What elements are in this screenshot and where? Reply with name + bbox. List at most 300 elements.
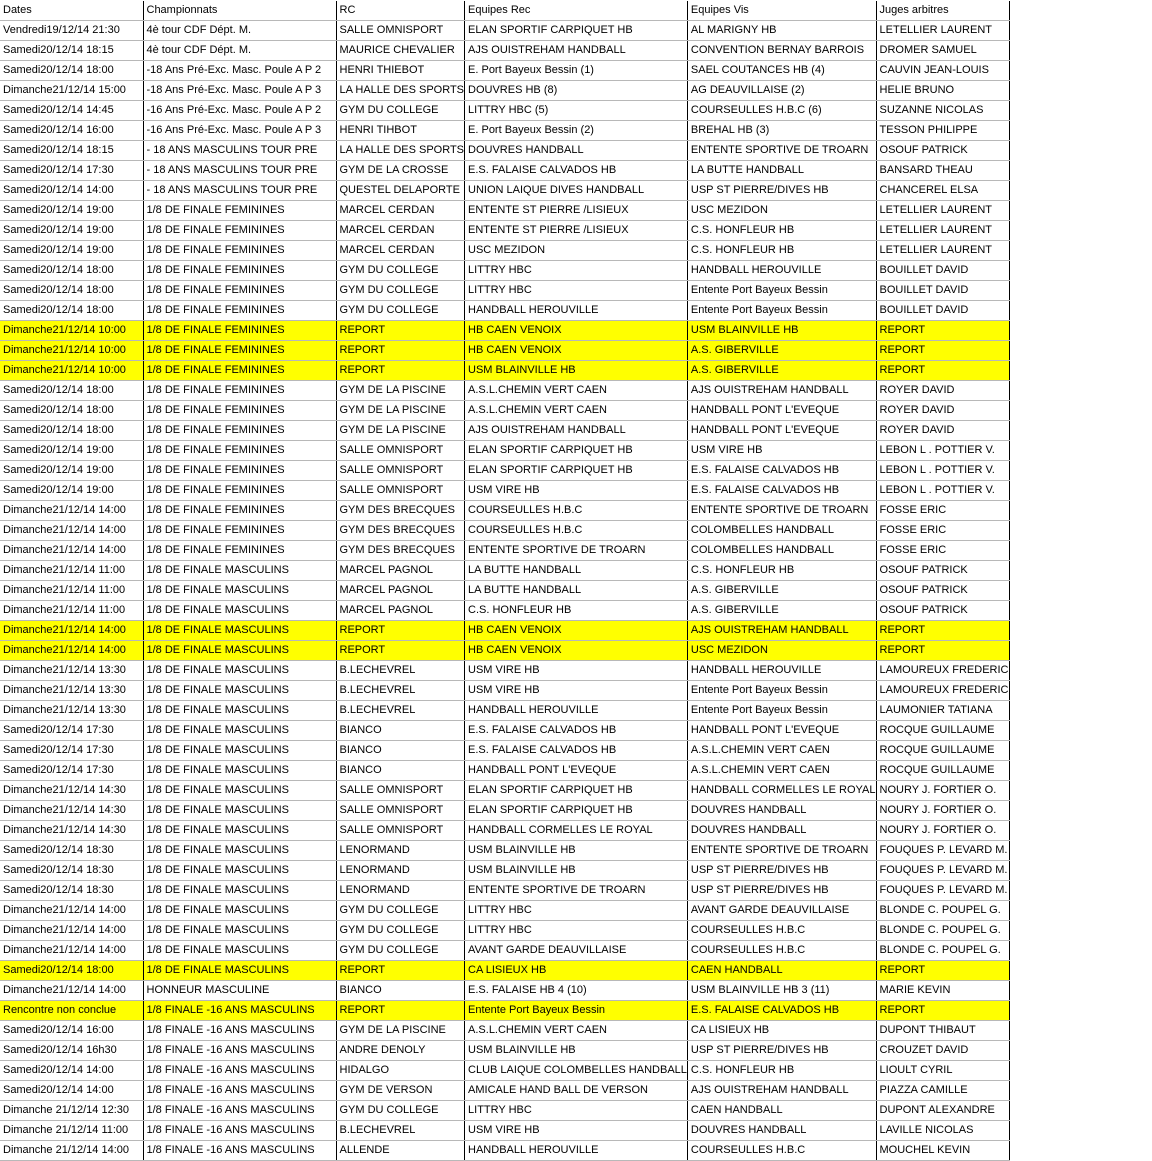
rc-cell[interactable]: MARCEL CERDAN <box>336 241 465 261</box>
rc-cell[interactable]: GYM DE LA PISCINE <box>336 421 465 441</box>
juge-arbitre-cell[interactable]: REPORT <box>876 641 1009 661</box>
rc-cell[interactable]: B.LECHEVREL <box>336 661 465 681</box>
juge-arbitre-cell[interactable]: DUPONT THIBAUT <box>876 1021 1009 1041</box>
equipe-rec-cell[interactable]: ELAN SPORTIF CARPIQUET HB <box>465 781 688 801</box>
equipe-vis-cell[interactable]: LA BUTTE HANDBALL <box>687 161 876 181</box>
equipe-vis-cell[interactable]: DOUVRES HANDBALL <box>687 801 876 821</box>
equipe-vis-cell[interactable]: Entente Port Bayeux Bessin <box>687 681 876 701</box>
rc-cell[interactable]: REPORT <box>336 961 465 981</box>
championnat-cell[interactable]: 1/8 DE FINALE FEMININES <box>143 461 336 481</box>
equipe-rec-cell[interactable]: LITTRY HBC <box>465 901 688 921</box>
date-cell[interactable]: Dimanche21/12/14 13:30 <box>0 681 143 701</box>
rc-cell[interactable]: GYM DE LA PISCINE <box>336 1021 465 1041</box>
championnat-cell[interactable]: 1/8 DE FINALE MASCULINS <box>143 961 336 981</box>
juge-arbitre-cell[interactable]: HELIE BRUNO <box>876 81 1009 101</box>
championnat-cell[interactable]: - 18 ANS MASCULINS TOUR PRE <box>143 161 336 181</box>
date-cell[interactable]: Samedi20/12/14 18:15 <box>0 141 143 161</box>
equipe-rec-cell[interactable]: ELAN SPORTIF CARPIQUET HB <box>465 441 688 461</box>
juge-arbitre-cell[interactable]: LEBON L . POTTIER V. <box>876 481 1009 501</box>
equipe-rec-cell[interactable]: HANDBALL HEROUVILLE <box>465 1141 688 1161</box>
date-cell[interactable]: Samedi20/12/14 19:00 <box>0 481 143 501</box>
juge-arbitre-cell[interactable]: LAUMONIER TATIANA <box>876 701 1009 721</box>
rc-cell[interactable]: GYM DE LA PISCINE <box>336 401 465 421</box>
rc-cell[interactable]: HENRI TIHBOT <box>336 121 465 141</box>
equipe-rec-cell[interactable]: ELAN SPORTIF CARPIQUET HB <box>465 21 688 41</box>
equipe-rec-cell[interactable]: LA BUTTE HANDBALL <box>465 561 688 581</box>
rc-cell[interactable]: BIANCO <box>336 721 465 741</box>
date-cell[interactable]: Samedi20/12/14 14:00 <box>0 1081 143 1101</box>
juge-arbitre-cell[interactable]: ROYER DAVID <box>876 401 1009 421</box>
rc-cell[interactable]: REPORT <box>336 341 465 361</box>
equipe-vis-cell[interactable]: A.S.L.CHEMIN VERT CAEN <box>687 761 876 781</box>
juge-arbitre-cell[interactable]: ROCQUE GUILLAUME <box>876 761 1009 781</box>
rc-cell[interactable]: HENRI THIEBOT <box>336 61 465 81</box>
equipe-vis-cell[interactable]: HANDBALL PONT L'EVEQUE <box>687 421 876 441</box>
championnat-cell[interactable]: 1/8 DE FINALE MASCULINS <box>143 601 336 621</box>
date-cell[interactable]: Dimanche 21/12/14 11:00 <box>0 1121 143 1141</box>
rc-cell[interactable]: B.LECHEVREL <box>336 701 465 721</box>
equipe-rec-cell[interactable]: ENTENTE SPORTIVE DE TROARN <box>465 541 688 561</box>
juge-arbitre-cell[interactable]: ROYER DAVID <box>876 381 1009 401</box>
date-cell[interactable]: Samedi20/12/14 16:00 <box>0 121 143 141</box>
rc-cell[interactable]: BIANCO <box>336 981 465 1001</box>
rc-cell[interactable]: GYM DU COLLEGE <box>336 901 465 921</box>
date-cell[interactable]: Dimanche21/12/14 14:00 <box>0 981 143 1001</box>
championnat-cell[interactable]: 1/8 DE FINALE MASCULINS <box>143 881 336 901</box>
rc-cell[interactable]: GYM DES BRECQUES <box>336 541 465 561</box>
equipe-rec-cell[interactable]: LITTRY HBC <box>465 921 688 941</box>
juge-arbitre-cell[interactable]: NOURY J. FORTIER O. <box>876 801 1009 821</box>
equipe-vis-cell[interactable]: AJS OUISTREHAM HANDBALL <box>687 381 876 401</box>
date-cell[interactable]: Dimanche21/12/14 10:00 <box>0 321 143 341</box>
equipe-rec-cell[interactable]: E. Port Bayeux Bessin (2) <box>465 121 688 141</box>
championnat-cell[interactable]: 1/8 DE FINALE MASCULINS <box>143 681 336 701</box>
equipe-rec-cell[interactable]: AJS OUISTREHAM HANDBALL <box>465 41 688 61</box>
rc-cell[interactable]: MARCEL PAGNOL <box>336 581 465 601</box>
equipe-rec-cell[interactable]: HANDBALL PONT L'EVEQUE <box>465 761 688 781</box>
equipe-rec-cell[interactable]: ENTENTE ST PIERRE /LISIEUX <box>465 221 688 241</box>
rc-cell[interactable]: REPORT <box>336 361 465 381</box>
date-cell[interactable]: Dimanche21/12/14 14:00 <box>0 521 143 541</box>
rc-cell[interactable]: SALLE OMNISPORT <box>336 821 465 841</box>
championnat-cell[interactable]: 1/8 FINALE -16 ANS MASCULINS <box>143 1141 336 1161</box>
equipe-vis-cell[interactable]: COURSEULLES H.B.C (6) <box>687 101 876 121</box>
rc-cell[interactable]: MARCEL CERDAN <box>336 221 465 241</box>
rc-cell[interactable]: REPORT <box>336 621 465 641</box>
juge-arbitre-cell[interactable]: REPORT <box>876 361 1009 381</box>
juge-arbitre-cell[interactable]: ROCQUE GUILLAUME <box>876 741 1009 761</box>
equipe-vis-cell[interactable]: HANDBALL HEROUVILLE <box>687 661 876 681</box>
championnat-cell[interactable]: 1/8 DE FINALE FEMININES <box>143 361 336 381</box>
date-cell[interactable]: Dimanche21/12/14 11:00 <box>0 581 143 601</box>
championnat-cell[interactable]: 1/8 DE FINALE FEMININES <box>143 301 336 321</box>
date-cell[interactable]: Dimanche21/12/14 10:00 <box>0 361 143 381</box>
equipe-vis-cell[interactable]: USM VIRE HB <box>687 441 876 461</box>
equipe-rec-cell[interactable]: Entente Port Bayeux Bessin <box>465 1001 688 1021</box>
rc-cell[interactable]: LA HALLE DES SPORTS <box>336 81 465 101</box>
championnat-cell[interactable]: 1/8 FINALE -16 ANS MASCULINS <box>143 1061 336 1081</box>
championnat-cell[interactable]: 1/8 DE FINALE MASCULINS <box>143 761 336 781</box>
equipe-vis-cell[interactable]: CONVENTION BERNAY BARROIS <box>687 41 876 61</box>
equipe-vis-cell[interactable]: E.S. FALAISE CALVADOS HB <box>687 461 876 481</box>
equipe-vis-cell[interactable]: USC MEZIDON <box>687 641 876 661</box>
juge-arbitre-cell[interactable]: LAMOUREUX FREDERIC <box>876 661 1009 681</box>
equipe-rec-cell[interactable]: USC MEZIDON <box>465 241 688 261</box>
championnat-cell[interactable]: HONNEUR MASCULINE <box>143 981 336 1001</box>
equipe-vis-cell[interactable]: CAEN HANDBALL <box>687 961 876 981</box>
championnat-cell[interactable]: 1/8 DE FINALE MASCULINS <box>143 861 336 881</box>
equipe-vis-cell[interactable]: COURSEULLES H.B.C <box>687 1141 876 1161</box>
equipe-vis-cell[interactable]: AJS OUISTREHAM HANDBALL <box>687 1081 876 1101</box>
equipe-rec-cell[interactable]: AJS OUISTREHAM HANDBALL <box>465 421 688 441</box>
juge-arbitre-cell[interactable]: SUZANNE NICOLAS <box>876 101 1009 121</box>
equipe-vis-cell[interactable]: USP ST PIERRE/DIVES HB <box>687 181 876 201</box>
juge-arbitre-cell[interactable]: DUPONT ALEXANDRE <box>876 1101 1009 1121</box>
equipe-vis-cell[interactable]: HANDBALL HEROUVILLE <box>687 261 876 281</box>
juge-arbitre-cell[interactable]: FOSSE ERIC <box>876 541 1009 561</box>
championnat-cell[interactable]: 1/8 FINALE -16 ANS MASCULINS <box>143 1041 336 1061</box>
equipe-vis-cell[interactable]: COLOMBELLES HANDBALL <box>687 541 876 561</box>
championnat-cell[interactable]: 1/8 DE FINALE FEMININES <box>143 341 336 361</box>
juge-arbitre-cell[interactable]: LETELLIER LAURENT <box>876 201 1009 221</box>
equipe-vis-cell[interactable]: Entente Port Bayeux Bessin <box>687 301 876 321</box>
championnat-cell[interactable]: 4è tour CDF Dépt. M. <box>143 41 336 61</box>
juge-arbitre-cell[interactable]: MARIE KEVIN <box>876 981 1009 1001</box>
date-cell[interactable]: Samedi20/12/14 17:30 <box>0 761 143 781</box>
championnat-cell[interactable]: 1/8 DE FINALE MASCULINS <box>143 941 336 961</box>
date-cell[interactable]: Vendredi19/12/14 21:30 <box>0 21 143 41</box>
juge-arbitre-cell[interactable]: BLONDE C. POUPEL G. <box>876 921 1009 941</box>
juge-arbitre-cell[interactable]: NOURY J. FORTIER O. <box>876 821 1009 841</box>
rc-cell[interactable]: ALLENDE <box>336 1141 465 1161</box>
championnat-cell[interactable]: 1/8 DE FINALE FEMININES <box>143 321 336 341</box>
championnat-cell[interactable]: 1/8 DE FINALE FEMININES <box>143 521 336 541</box>
juge-arbitre-cell[interactable]: CHANCEREL ELSA <box>876 181 1009 201</box>
championnat-cell[interactable]: 1/8 FINALE -16 ANS MASCULINS <box>143 1001 336 1021</box>
championnat-cell[interactable]: 1/8 DE FINALE MASCULINS <box>143 721 336 741</box>
date-cell[interactable]: Samedi20/12/14 18:00 <box>0 61 143 81</box>
juge-arbitre-cell[interactable]: BOUILLET DAVID <box>876 261 1009 281</box>
date-cell[interactable]: Dimanche21/12/14 14:30 <box>0 821 143 841</box>
equipe-rec-cell[interactable]: LA BUTTE HANDBALL <box>465 581 688 601</box>
championnat-cell[interactable]: 1/8 FINALE -16 ANS MASCULINS <box>143 1121 336 1141</box>
championnat-cell[interactable]: 1/8 DE FINALE MASCULINS <box>143 781 336 801</box>
rc-cell[interactable]: SALLE OMNISPORT <box>336 21 465 41</box>
date-cell[interactable]: Samedi20/12/14 18:00 <box>0 961 143 981</box>
equipe-vis-cell[interactable]: A.S. GIBERVILLE <box>687 601 876 621</box>
date-cell[interactable]: Samedi20/12/14 17:30 <box>0 161 143 181</box>
header-cell-equipes-rec[interactable]: Equipes Rec <box>465 1 688 21</box>
date-cell[interactable]: Samedi20/12/14 19:00 <box>0 241 143 261</box>
equipe-rec-cell[interactable]: AVANT GARDE DEAUVILLAISE <box>465 941 688 961</box>
equipe-vis-cell[interactable]: CAEN HANDBALL <box>687 1101 876 1121</box>
rc-cell[interactable]: GYM DU COLLEGE <box>336 921 465 941</box>
date-cell[interactable]: Dimanche21/12/14 15:00 <box>0 81 143 101</box>
equipe-vis-cell[interactable]: HANDBALL PONT L'EVEQUE <box>687 721 876 741</box>
championnat-cell[interactable]: 1/8 DE FINALE FEMININES <box>143 201 336 221</box>
date-cell[interactable]: Samedi20/12/14 18:00 <box>0 421 143 441</box>
rc-cell[interactable]: MARCEL PAGNOL <box>336 601 465 621</box>
rc-cell[interactable]: GYM DU COLLEGE <box>336 1101 465 1121</box>
date-cell[interactable]: Dimanche21/12/14 14:00 <box>0 921 143 941</box>
equipe-vis-cell[interactable]: ENTENTE SPORTIVE DE TROARN <box>687 841 876 861</box>
juge-arbitre-cell[interactable]: LEBON L . POTTIER V. <box>876 461 1009 481</box>
date-cell[interactable]: Samedi20/12/14 14:45 <box>0 101 143 121</box>
equipe-vis-cell[interactable]: AL MARIGNY HB <box>687 21 876 41</box>
header-cell-rc[interactable]: RC <box>336 1 465 21</box>
date-cell[interactable]: Dimanche21/12/14 14:00 <box>0 901 143 921</box>
date-cell[interactable]: Dimanche 21/12/14 14:00 <box>0 1141 143 1161</box>
date-cell[interactable]: Samedi20/12/14 19:00 <box>0 441 143 461</box>
juge-arbitre-cell[interactable]: LETELLIER LAURENT <box>876 21 1009 41</box>
date-cell[interactable]: Dimanche21/12/14 10:00 <box>0 341 143 361</box>
date-cell[interactable]: Samedi20/12/14 19:00 <box>0 201 143 221</box>
equipe-vis-cell[interactable]: C.S. HONFLEUR HB <box>687 221 876 241</box>
date-cell[interactable]: Dimanche21/12/14 11:00 <box>0 601 143 621</box>
championnat-cell[interactable]: 1/8 DE FINALE FEMININES <box>143 381 336 401</box>
rc-cell[interactable]: GYM DU COLLEGE <box>336 301 465 321</box>
equipe-vis-cell[interactable]: Entente Port Bayeux Bessin <box>687 281 876 301</box>
championnat-cell[interactable]: 1/8 FINALE -16 ANS MASCULINS <box>143 1081 336 1101</box>
juge-arbitre-cell[interactable]: BOUILLET DAVID <box>876 301 1009 321</box>
juge-arbitre-cell[interactable]: FOUQUES P. LEVARD M. <box>876 841 1009 861</box>
rc-cell[interactable]: MARCEL PAGNOL <box>336 561 465 581</box>
equipe-vis-cell[interactable]: Entente Port Bayeux Bessin <box>687 701 876 721</box>
date-cell[interactable]: Dimanche21/12/14 14:00 <box>0 941 143 961</box>
championnat-cell[interactable]: 1/8 DE FINALE FEMININES <box>143 501 336 521</box>
championnat-cell[interactable]: 1/8 DE FINALE FEMININES <box>143 261 336 281</box>
rc-cell[interactable]: GYM DES BRECQUES <box>336 521 465 541</box>
rc-cell[interactable]: GYM DES BRECQUES <box>336 501 465 521</box>
equipe-rec-cell[interactable]: HB CAEN VENOIX <box>465 621 688 641</box>
header-cell-dates[interactable]: Dates <box>0 1 143 21</box>
championnat-cell[interactable]: -16 Ans Pré-Exc. Masc. Poule A P 2 <box>143 101 336 121</box>
date-cell[interactable]: Samedi20/12/14 19:00 <box>0 221 143 241</box>
date-cell[interactable]: Samedi20/12/14 18:00 <box>0 301 143 321</box>
championnat-cell[interactable]: 1/8 DE FINALE FEMININES <box>143 421 336 441</box>
rc-cell[interactable]: BIANCO <box>336 761 465 781</box>
equipe-vis-cell[interactable]: USP ST PIERRE/DIVES HB <box>687 881 876 901</box>
equipe-vis-cell[interactable]: AJS OUISTREHAM HANDBALL <box>687 621 876 641</box>
juge-arbitre-cell[interactable]: FOUQUES P. LEVARD M. <box>876 881 1009 901</box>
equipe-rec-cell[interactable]: A.S.L.CHEMIN VERT CAEN <box>465 1021 688 1041</box>
rc-cell[interactable]: GYM DU COLLEGE <box>336 261 465 281</box>
juge-arbitre-cell[interactable]: BLONDE C. POUPEL G. <box>876 941 1009 961</box>
equipe-rec-cell[interactable]: USM VIRE HB <box>465 1121 688 1141</box>
equipe-rec-cell[interactable]: CLUB LAIQUE COLOMBELLES HANDBALL <box>465 1061 688 1081</box>
equipe-rec-cell[interactable]: ELAN SPORTIF CARPIQUET HB <box>465 461 688 481</box>
equipe-rec-cell[interactable]: USM VIRE HB <box>465 661 688 681</box>
equipe-rec-cell[interactable]: AMICALE HAND BALL DE VERSON <box>465 1081 688 1101</box>
equipe-rec-cell[interactable]: LITTRY HBC <box>465 281 688 301</box>
date-cell[interactable]: Samedi20/12/14 18:00 <box>0 261 143 281</box>
date-cell[interactable]: Dimanche21/12/14 14:00 <box>0 541 143 561</box>
championnat-cell[interactable]: 4è tour CDF Dépt. M. <box>143 21 336 41</box>
equipe-vis-cell[interactable]: SAEL COUTANCES HB (4) <box>687 61 876 81</box>
equipe-vis-cell[interactable]: USP ST PIERRE/DIVES HB <box>687 861 876 881</box>
equipe-rec-cell[interactable]: E.S. FALAISE HB 4 (10) <box>465 981 688 1001</box>
date-cell[interactable]: Samedi20/12/14 14:00 <box>0 181 143 201</box>
equipe-rec-cell[interactable]: DOUVRES HANDBALL <box>465 141 688 161</box>
juge-arbitre-cell[interactable]: LEBON L . POTTIER V. <box>876 441 1009 461</box>
equipe-vis-cell[interactable]: C.S. HONFLEUR HB <box>687 1061 876 1081</box>
championnat-cell[interactable]: -18 Ans Pré-Exc. Masc. Poule A P 2 <box>143 61 336 81</box>
juge-arbitre-cell[interactable]: LIOULT CYRIL <box>876 1061 1009 1081</box>
championnat-cell[interactable]: 1/8 DE FINALE MASCULINS <box>143 701 336 721</box>
date-cell[interactable]: Samedi20/12/14 17:30 <box>0 721 143 741</box>
equipe-rec-cell[interactable]: ENTENTE ST PIERRE /LISIEUX <box>465 201 688 221</box>
championnat-cell[interactable]: 1/8 DE FINALE MASCULINS <box>143 821 336 841</box>
championnat-cell[interactable]: 1/8 DE FINALE FEMININES <box>143 481 336 501</box>
equipe-vis-cell[interactable]: BREHAL HB (3) <box>687 121 876 141</box>
equipe-vis-cell[interactable]: C.S. HONFLEUR HB <box>687 241 876 261</box>
equipe-rec-cell[interactable]: USM BLAINVILLE HB <box>465 1041 688 1061</box>
rc-cell[interactable]: LA HALLE DES SPORTS <box>336 141 465 161</box>
rc-cell[interactable]: GYM DU COLLEGE <box>336 941 465 961</box>
equipe-rec-cell[interactable]: E.S. FALAISE CALVADOS HB <box>465 161 688 181</box>
equipe-rec-cell[interactable]: LITTRY HBC <box>465 1101 688 1121</box>
juge-arbitre-cell[interactable]: BLONDE C. POUPEL G. <box>876 901 1009 921</box>
juge-arbitre-cell[interactable]: FOUQUES P. LEVARD M. <box>876 861 1009 881</box>
equipe-rec-cell[interactable]: LITTRY HBC <box>465 261 688 281</box>
equipe-vis-cell[interactable]: COURSEULLES H.B.C <box>687 941 876 961</box>
rc-cell[interactable]: REPORT <box>336 1001 465 1021</box>
championnat-cell[interactable]: 1/8 DE FINALE MASCULINS <box>143 921 336 941</box>
championnat-cell[interactable]: -18 Ans Pré-Exc. Masc. Poule A P 3 <box>143 81 336 101</box>
date-cell[interactable]: Samedi20/12/14 18:00 <box>0 381 143 401</box>
equipe-vis-cell[interactable]: AVANT GARDE DEAUVILLAISE <box>687 901 876 921</box>
date-cell[interactable]: Samedi20/12/14 16:00 <box>0 1021 143 1041</box>
juge-arbitre-cell[interactable]: BOUILLET DAVID <box>876 281 1009 301</box>
date-cell[interactable]: Dimanche21/12/14 14:00 <box>0 641 143 661</box>
championnat-cell[interactable]: 1/8 DE FINALE FEMININES <box>143 541 336 561</box>
date-cell[interactable]: Samedi20/12/14 16h30 <box>0 1041 143 1061</box>
equipe-vis-cell[interactable]: USC MEZIDON <box>687 201 876 221</box>
equipe-rec-cell[interactable]: E. Port Bayeux Bessin (1) <box>465 61 688 81</box>
championnat-cell[interactable]: - 18 ANS MASCULINS TOUR PRE <box>143 141 336 161</box>
equipe-rec-cell[interactable]: UNION LAIQUE DIVES HANDBALL <box>465 181 688 201</box>
date-cell[interactable]: Dimanche21/12/14 14:00 <box>0 621 143 641</box>
date-cell[interactable]: Samedi20/12/14 14:00 <box>0 1061 143 1081</box>
rc-cell[interactable]: MAURICE CHEVALIER <box>336 41 465 61</box>
juge-arbitre-cell[interactable]: ROYER DAVID <box>876 421 1009 441</box>
juge-arbitre-cell[interactable]: TESSON PHILIPPE <box>876 121 1009 141</box>
equipe-rec-cell[interactable]: HANDBALL HEROUVILLE <box>465 301 688 321</box>
equipe-rec-cell[interactable]: COURSEULLES H.B.C <box>465 501 688 521</box>
championnat-cell[interactable]: 1/8 DE FINALE MASCULINS <box>143 581 336 601</box>
rc-cell[interactable]: GYM DE LA PISCINE <box>336 381 465 401</box>
date-cell[interactable]: Samedi20/12/14 17:30 <box>0 741 143 761</box>
juge-arbitre-cell[interactable]: CAUVIN JEAN-LOUIS <box>876 61 1009 81</box>
rc-cell[interactable]: HIDALGO <box>336 1061 465 1081</box>
juge-arbitre-cell[interactable]: DROMER SAMUEL <box>876 41 1009 61</box>
date-cell[interactable]: Samedi20/12/14 18:30 <box>0 881 143 901</box>
equipe-rec-cell[interactable]: E.S. FALAISE CALVADOS HB <box>465 741 688 761</box>
date-cell[interactable]: Samedi20/12/14 18:30 <box>0 841 143 861</box>
rc-cell[interactable]: GYM DE LA CROSSE <box>336 161 465 181</box>
date-cell[interactable]: Dimanche21/12/14 11:00 <box>0 561 143 581</box>
championnat-cell[interactable]: 1/8 DE FINALE MASCULINS <box>143 641 336 661</box>
rc-cell[interactable]: QUESTEL DELAPORTE <box>336 181 465 201</box>
rc-cell[interactable]: SALLE OMNISPORT <box>336 801 465 821</box>
rc-cell[interactable]: MARCEL CERDAN <box>336 201 465 221</box>
rc-cell[interactable]: LENORMAND <box>336 881 465 901</box>
equipe-rec-cell[interactable]: A.S.L.CHEMIN VERT CAEN <box>465 401 688 421</box>
rc-cell[interactable]: LENORMAND <box>336 861 465 881</box>
equipe-vis-cell[interactable]: DOUVRES HANDBALL <box>687 1121 876 1141</box>
championnat-cell[interactable]: 1/8 DE FINALE MASCULINS <box>143 621 336 641</box>
date-cell[interactable]: Samedi20/12/14 19:00 <box>0 461 143 481</box>
equipe-vis-cell[interactable]: A.S. GIBERVILLE <box>687 581 876 601</box>
championnat-cell[interactable]: 1/8 DE FINALE MASCULINS <box>143 661 336 681</box>
equipe-rec-cell[interactable]: HB CAEN VENOIX <box>465 641 688 661</box>
juge-arbitre-cell[interactable]: LAMOUREUX FREDERIC <box>876 681 1009 701</box>
date-cell[interactable]: Dimanche21/12/14 13:30 <box>0 661 143 681</box>
header-cell-equipes-vis[interactable]: Equipes Vis <box>687 1 876 21</box>
championnat-cell[interactable]: 1/8 DE FINALE FEMININES <box>143 281 336 301</box>
championnat-cell[interactable]: -16 Ans Pré-Exc. Masc. Poule A P 3 <box>143 121 336 141</box>
juge-arbitre-cell[interactable]: REPORT <box>876 1001 1009 1021</box>
rc-cell[interactable]: ANDRE DENOLY <box>336 1041 465 1061</box>
championnat-cell[interactable]: 1/8 DE FINALE MASCULINS <box>143 801 336 821</box>
rc-cell[interactable]: GYM DU COLLEGE <box>336 101 465 121</box>
juge-arbitre-cell[interactable]: OSOUF PATRICK <box>876 601 1009 621</box>
equipe-rec-cell[interactable]: ENTENTE SPORTIVE DE TROARN <box>465 881 688 901</box>
header-cell-championnats[interactable]: Championnats <box>143 1 336 21</box>
date-cell[interactable]: Dimanche21/12/14 14:30 <box>0 781 143 801</box>
rc-cell[interactable]: SALLE OMNISPORT <box>336 461 465 481</box>
equipe-vis-cell[interactable]: A.S.L.CHEMIN VERT CAEN <box>687 741 876 761</box>
equipe-rec-cell[interactable]: E.S. FALAISE CALVADOS HB <box>465 721 688 741</box>
rc-cell[interactable]: LENORMAND <box>336 841 465 861</box>
championnat-cell[interactable]: - 18 ANS MASCULINS TOUR PRE <box>143 181 336 201</box>
championnat-cell[interactable]: 1/8 DE FINALE MASCULINS <box>143 741 336 761</box>
juge-arbitre-cell[interactable]: REPORT <box>876 961 1009 981</box>
equipe-vis-cell[interactable]: HANDBALL CORMELLES LE ROYAL <box>687 781 876 801</box>
juge-arbitre-cell[interactable]: REPORT <box>876 341 1009 361</box>
equipe-rec-cell[interactable]: USM BLAINVILLE HB <box>465 841 688 861</box>
equipe-rec-cell[interactable]: LITTRY HBC (5) <box>465 101 688 121</box>
juge-arbitre-cell[interactable]: REPORT <box>876 621 1009 641</box>
rc-cell[interactable]: B.LECHEVREL <box>336 1121 465 1141</box>
date-cell[interactable]: Samedi20/12/14 18:00 <box>0 281 143 301</box>
equipe-vis-cell[interactable]: E.S. FALAISE CALVADOS HB <box>687 481 876 501</box>
equipe-vis-cell[interactable]: AG DEAUVILLAISE (2) <box>687 81 876 101</box>
equipe-vis-cell[interactable]: A.S. GIBERVILLE <box>687 361 876 381</box>
championnat-cell[interactable]: 1/8 DE FINALE FEMININES <box>143 401 336 421</box>
juge-arbitre-cell[interactable]: REPORT <box>876 321 1009 341</box>
rc-cell[interactable]: GYM DU COLLEGE <box>336 281 465 301</box>
championnat-cell[interactable]: 1/8 DE FINALE FEMININES <box>143 241 336 261</box>
equipe-rec-cell[interactable]: HB CAEN VENOIX <box>465 341 688 361</box>
equipe-vis-cell[interactable]: USM BLAINVILLE HB 3 (11) <box>687 981 876 1001</box>
juge-arbitre-cell[interactable]: LETELLIER LAURENT <box>876 221 1009 241</box>
equipe-vis-cell[interactable]: HANDBALL PONT L'EVEQUE <box>687 401 876 421</box>
date-cell[interactable]: Samedi20/12/14 18:30 <box>0 861 143 881</box>
date-cell[interactable]: Samedi20/12/14 18:15 <box>0 41 143 61</box>
equipe-vis-cell[interactable]: E.S. FALAISE CALVADOS HB <box>687 1001 876 1021</box>
equipe-rec-cell[interactable]: USM VIRE HB <box>465 481 688 501</box>
championnat-cell[interactable]: 1/8 DE FINALE MASCULINS <box>143 561 336 581</box>
date-cell[interactable]: Dimanche21/12/14 14:00 <box>0 501 143 521</box>
juge-arbitre-cell[interactable]: ROCQUE GUILLAUME <box>876 721 1009 741</box>
equipe-rec-cell[interactable]: C.S. HONFLEUR HB <box>465 601 688 621</box>
juge-arbitre-cell[interactable]: CROUZET DAVID <box>876 1041 1009 1061</box>
rc-cell[interactable]: SALLE OMNISPORT <box>336 481 465 501</box>
championnat-cell[interactable]: 1/8 DE FINALE MASCULINS <box>143 901 336 921</box>
date-cell[interactable]: Dimanche 21/12/14 12:30 <box>0 1101 143 1121</box>
equipe-vis-cell[interactable]: ENTENTE SPORTIVE DE TROARN <box>687 141 876 161</box>
